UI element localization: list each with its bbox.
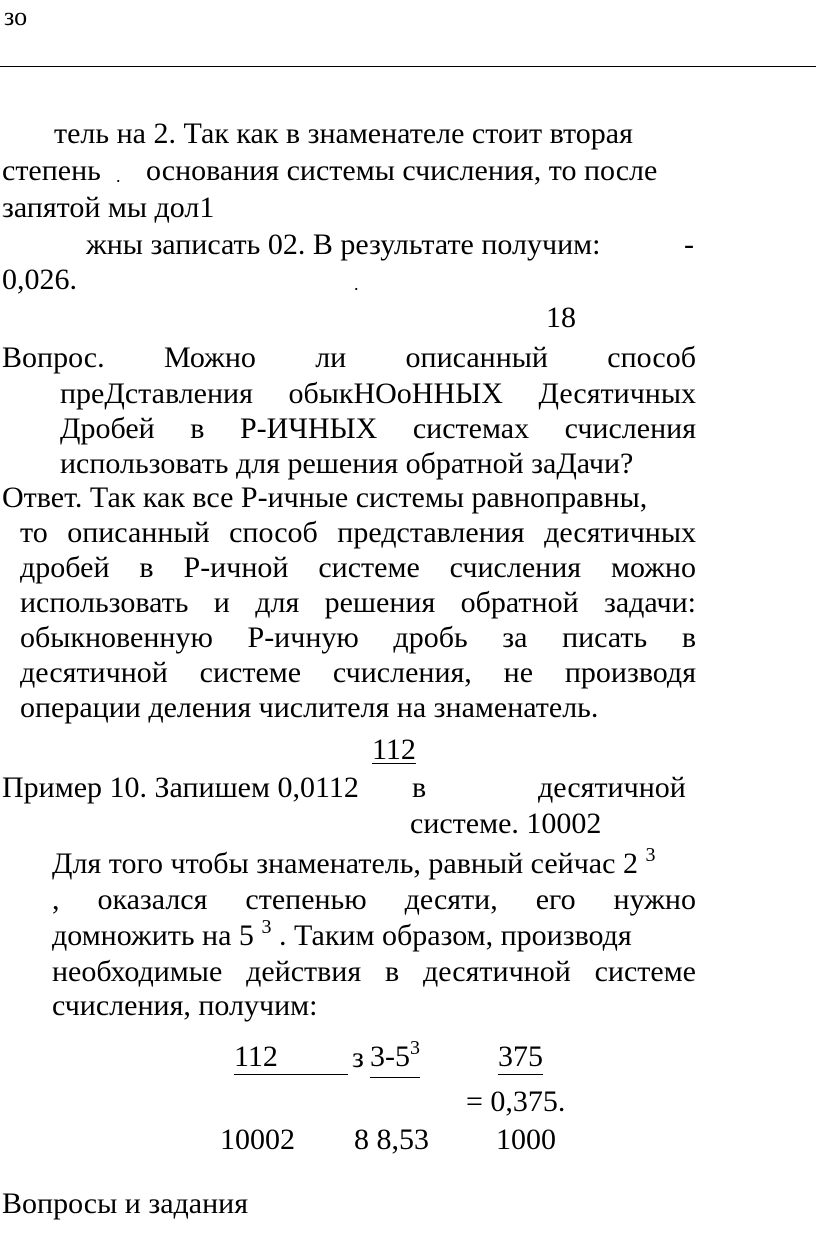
question-line-4: использовать для решения обратной заДачи? [60, 447, 634, 480]
section-title: Вопросы и задания [2, 1187, 248, 1220]
example-numerator: 112 [372, 733, 416, 766]
answer-line-6: десятичной системе счисления, не производя [20, 656, 696, 689]
explain-line-3 [52, 918, 632, 957]
question-line-3: Дробей в Р-ИЧНЫХ системах счисления [60, 412, 696, 445]
explain-line-4: необходимые действия в десятичной системе [52, 955, 696, 988]
explain-superscript-2: 3 [261, 916, 272, 938]
stray-dot-2: . [354, 274, 359, 294]
formula-denominator-1: 10002 [220, 1123, 295, 1156]
text-line-4: жны записать 02. В результате получим: [86, 228, 601, 261]
formula-denominator-2: 8 8,53 [354, 1123, 429, 1156]
explain-line-3a: домножить на 5 [52, 919, 254, 952]
formula-numerator-1: 112 [234, 1040, 348, 1075]
text-line-3: запятой мы дол1 [2, 191, 215, 224]
text-dash: - [684, 228, 694, 261]
answer-line-3: дробей в Р-ичной системе счисления можно [20, 551, 696, 584]
example-lead: Пример 10. Запишем 0,0112 [2, 771, 359, 804]
formula-superscript: 3 [410, 1037, 420, 1059]
text-line-1: тель на 2. Так как в знаменателе стоит вторая [54, 117, 633, 150]
explain-line-3b: . Таким образом, производя [278, 919, 632, 952]
example-line-2: системе. 10002 [410, 807, 602, 840]
text-line-2a: степень [2, 154, 101, 187]
page-number: 18 [546, 301, 576, 334]
answer-line-1: Ответ. Так как все Р-ичные системы равноправны, [2, 481, 648, 514]
example-in: в [412, 771, 427, 804]
question-line-2: преДставления обыкНОоННЫХ Десятичных [60, 377, 696, 410]
formula-denominator-3: 1000 [496, 1123, 556, 1156]
formula-result: = 0,375. [466, 1085, 566, 1118]
formula-numerator-2 [370, 1037, 420, 1078]
example-decimal: десятичной [538, 771, 686, 804]
answer-line-2: то описанный способ представления десятичных [20, 516, 696, 549]
explain-superscript-1: 3 [645, 844, 656, 866]
question-line-1: Вопрос. Можно ли описанный способ [2, 341, 696, 374]
text-line-2b: основания системы счисления, то после [146, 154, 658, 187]
answer-line-5: обыкновенную Р-ичную дробь за писать в [20, 621, 696, 654]
answer-line-7: операции деления числителя на знаменатель. [20, 691, 599, 724]
explain-line-2: , оказался степенью десяти, его нужно [52, 883, 696, 916]
answer-line-4: использовать и для решения обратной задачи: [20, 586, 696, 619]
stray-dot: . [116, 166, 121, 186]
explain-line-1-text: Для того чтобы знаменатель, равный сейчас 2 [52, 847, 638, 880]
header-divider [0, 66, 816, 67]
formula-mid: 3-5 [370, 1040, 410, 1073]
page-header-mark: зо [4, 2, 28, 31]
formula-numerator-3: 375 [498, 1040, 543, 1073]
explain-line-5: счисления, получим: [52, 989, 318, 1022]
formula-z: з [352, 1041, 364, 1074]
text-line-5: 0,026. [2, 263, 77, 296]
explain-line-1 [52, 846, 655, 885]
